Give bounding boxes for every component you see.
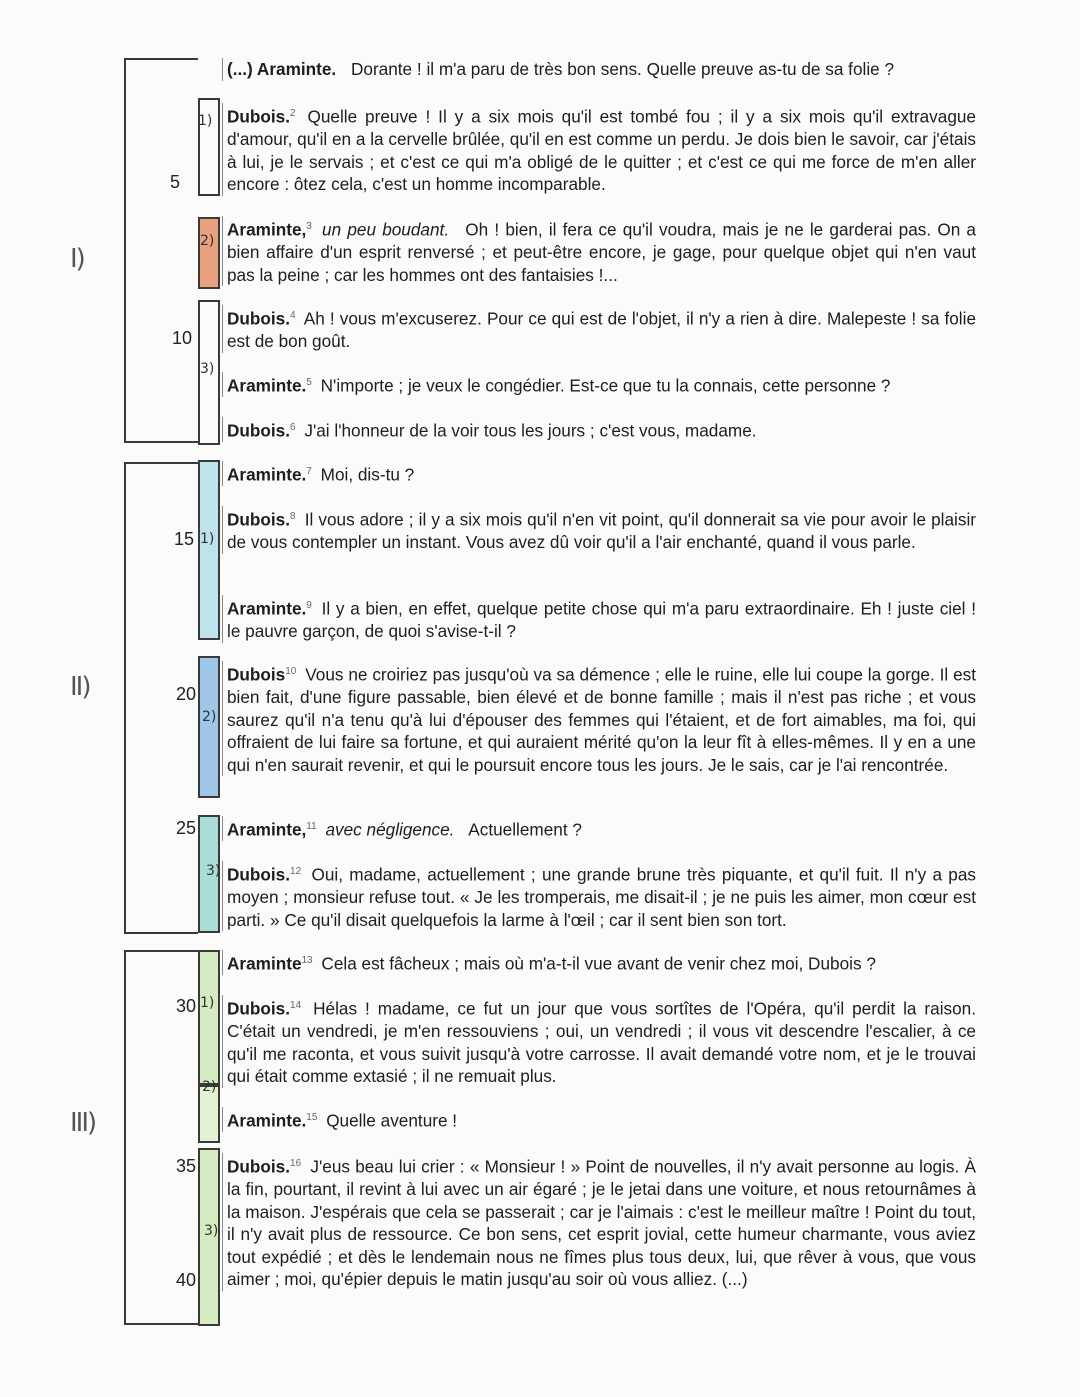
speaker-name: Dubois. (227, 864, 291, 885)
reply-number: 7 (306, 466, 312, 477)
reply-9 (222, 661, 976, 776)
reply-text: J'ai l'honneur de la voir tous les jours ; c'est vous, madame. (304, 420, 757, 441)
reply-11 (222, 861, 976, 931)
reply-text: Vous ne croiriez pas jusqu'où va sa démence ; elle le ruine, elle lui coupe la gorge. Il est bien fait, d'une figure passable, bien élevé et de bonne famille ; mais il n'est pas riche ; et vous saurez qu'il n'a tenu qu'à lui d'épouser des femmes qui l'étaient, et de fort aimables, ma foi, qui offraient de lui faire sa fortune, et qui auraient mérité qu'on la leur fît à elles-mêmes. Il y en a une qui n'en saurait revenir, et qui le poursuit encore tous les jours. Je le sais, car je l'ai rencontrée. (227, 664, 977, 775)
sub-mark-2-2: 2) (202, 709, 217, 725)
line-number-25: 25 (175, 818, 196, 838)
reply-number: 16 (290, 1158, 302, 1169)
speaker-name: Dubois. (227, 420, 291, 441)
speaker-name: Araminte (227, 953, 302, 974)
speaker-name: Dubois. (227, 998, 291, 1019)
speaker-name: Dubois. (227, 106, 291, 127)
reply-3 (222, 305, 976, 353)
reply-text: Il vous adore ; il y a six mois qu'il n'en vit point, qu'il donnerait sa vie pour avoir le plaisir de vous contempler un instant. Vous avez dû voir qu'il a l'air enchanté, quand il vous parle. (227, 509, 977, 553)
reply-number: 9 (306, 600, 312, 611)
line-number-40: 40 (175, 1270, 196, 1290)
reply-12 (222, 950, 976, 975)
reply-number: 4 (290, 310, 296, 321)
speaker-name: (...) Araminte. (227, 59, 337, 79)
reply-number: 11 (306, 821, 317, 832)
reply-text: Actuellement ? (468, 819, 582, 840)
reply-number: 8 (290, 511, 296, 522)
part-1-bracket (124, 58, 198, 443)
line-number-20: 20 (175, 684, 196, 704)
reply-number: 5 (306, 377, 312, 388)
reply-text: Moi, dis-tu ? (320, 464, 415, 485)
stage-direction: avec négligence. (325, 819, 455, 840)
speaker-name: Araminte. (227, 1110, 307, 1131)
speaker-name: Araminte. (227, 375, 307, 396)
speaker-name: Dubois. (227, 1156, 291, 1177)
line-number-10: 10 (171, 328, 192, 348)
speaker-name: Araminte. (227, 598, 307, 619)
reply-number: 12 (290, 866, 302, 877)
reply-6 (222, 461, 976, 486)
reply-text: J'eus beau lui crier : « Monsieur ! » Point de nouvelles, il n'y avait personne au logis. À la fin, pourtant, il revint à lui avec un air égaré ; je le jetai dans une voiture, et nous retournâmes à la maison. J'espérais que cela se passerait ; car je l'aimais : c'est le meilleur maître ! Point du tout, il n'y avait plus de ressource. Ce bon sens, cet esprit jovial, cette humeur charmante, vous aviez tout expédié ; et dès le lendemain nous ne fîmes plus tous deux, lui, que rêver à vous, que vous aimer ; moi, qu'épier depuis le matin jusqu'au soir où vous alliez. (227, 1156, 977, 1290)
subsection-2-1 (198, 460, 220, 640)
reply-number: 13 (301, 955, 313, 966)
part-numeral-2: II) (70, 672, 90, 702)
reply-14 (222, 1107, 976, 1132)
reply-number: 14 (290, 1000, 302, 1011)
reply-7 (222, 506, 976, 554)
speaker-name: Dubois (227, 664, 286, 685)
reply-text: Oh ! bien, il fera ce qu'il voudra, mais je ne le garderai pas. On a bien affaire d'un esprit renversé ; et peut-être encore, je gage, pour quelque objet qui n'en vaut pas la peine ; car les hommes ont des fantaisies !... (227, 219, 976, 285)
part-numeral-3: III) (70, 1108, 96, 1138)
reply-8 (222, 595, 976, 643)
line-number-30: 30 (175, 996, 196, 1016)
speaker-name: Dubois. (227, 509, 291, 530)
sub-mark-3-3: 3) (204, 1223, 219, 1239)
subsection-1-2 (198, 217, 220, 289)
reply-text: Hélas ! madame, ce fut un jour que vous sortîtes de l'Opéra, qu'il perdit la raison. C'était un vendredi, je m'en ressouviens ; oui, un vendredi ; il vous vit descendre l'escalier, à ce qu'il me raconta, et vous suivit jusqu'à votre carrosse. Il avait demandé votre nom, et je le trouvai qui était comme extasié ; il ne remuait plus. (227, 998, 977, 1087)
part-numeral-1: I) (70, 244, 84, 274)
line-number-15: 15 (173, 529, 194, 549)
reply-text: Il y a bien, en effet, quelque petite chose qui m'a paru extraordinaire. Eh ! juste ciel ! le pauvre garçon, de quoi s'avise-t-il ? (227, 598, 976, 642)
sub-mark-2-3: 3) (206, 863, 221, 879)
reply-5 (222, 417, 976, 442)
reply-number: 15 (306, 1112, 318, 1123)
sub-mark-3-1: 1) (200, 995, 215, 1011)
reply-10 (222, 816, 976, 841)
ellipsis-marker: (...) (721, 1269, 748, 1290)
sub-mark-2-1: 1) (200, 531, 215, 547)
speaker-name: Dubois. (227, 308, 291, 329)
reply-text: Cela est fâcheux ; mais où m'a-t-il vue avant de venir chez moi, Dubois ? (321, 953, 876, 974)
sub-mark-1-3: 3) (200, 361, 215, 377)
line-number-5: 5 (169, 172, 180, 192)
subsection-3-1 (198, 950, 220, 1085)
sub-mark-1-1: 1) (198, 113, 213, 129)
reply-13 (222, 995, 976, 1088)
speaker-name: Araminte, (227, 819, 307, 840)
reply-text: Dorante ! il m'a paru de très bon sens. Quelle preuve as-tu de sa folie ? (350, 59, 895, 79)
reply-number: 3 (306, 221, 312, 232)
reply-4 (222, 372, 976, 397)
reply-text: N'importe ; je veux le congédier. Est-ce que tu la connais, cette personne ? (320, 375, 891, 396)
reply-text: Ah ! vous m'excuserez. Pour ce qui est de l'objet, il n'y a rien à dire. Malepeste ! sa folie est de bon goût. (227, 308, 977, 352)
reply-number: 2 (290, 108, 296, 119)
reply-2 (222, 216, 976, 286)
speaker-name: Araminte, (227, 219, 307, 240)
sub-mark-3-2: 2) (202, 1079, 217, 1095)
reply-text: Quelle aventure ! (326, 1110, 458, 1131)
line-number-35: 35 (175, 1156, 196, 1176)
stage-direction: un peu boudant. (322, 219, 450, 240)
reply-number: 10 (285, 666, 297, 677)
reply-text: Oui, madame, actuellement ; une grande brune très piquante, et qu'il fuit. Il n'y a pas moyen ; monsieur refuse tout. « Je les tromperais, me disait-il ; je ne puis les aimer, mon cœur est parti. » Ce qu'il disait quelquefois la larme à l'œil ; car il sent bien son tort. (227, 864, 977, 930)
subsection-2-2 (198, 656, 220, 798)
speaker-name: Araminte. (227, 464, 307, 485)
sub-mark-1-2: 2) (200, 233, 215, 249)
reply-1 (222, 103, 976, 196)
reply-number: 6 (290, 422, 296, 433)
reply-15 (222, 1153, 976, 1291)
reply-0 (222, 58, 976, 81)
reply-text: Quelle preuve ! Il y a six mois qu'il est tombé fou ; il y a six mois qu'il extravague d'amour, qu'il en a la cervelle brûlée, qu'il en est comme un perdu. Je dois bien le savoir, car j'étais à lui, je le servais ; et c'est ce qui m'a obligé de le quitter ; et c'est ce qui me force de m'en aller encore : ôtez cela, c'est un homme incomparable. (227, 106, 976, 195)
